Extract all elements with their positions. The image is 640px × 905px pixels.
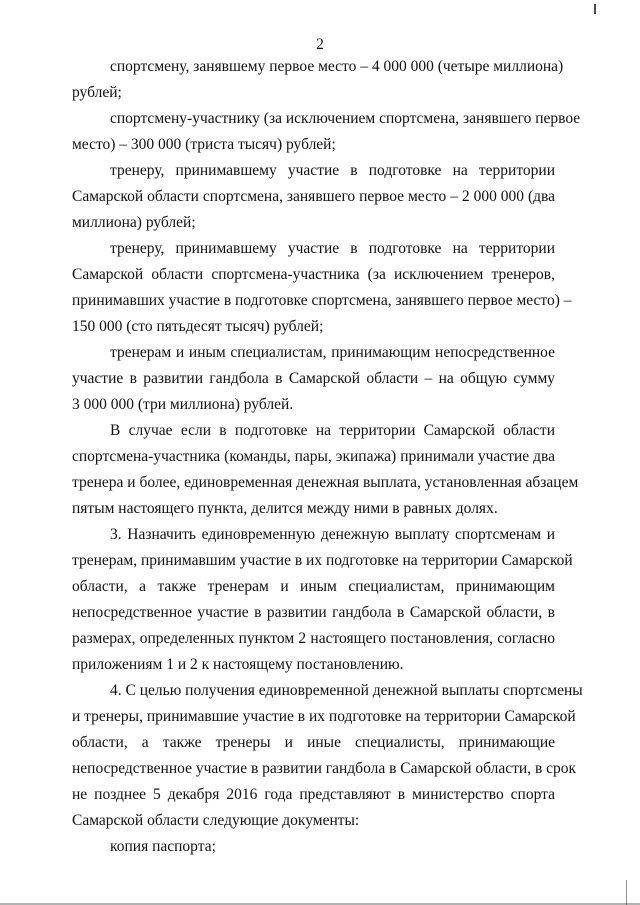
text-line: и тренеры, принимавшие участие в их подготовке на территории Самарской [72,708,576,725]
text-line: Самарской области спортсмена, занявшего первое место – 2 000 000 (два [72,188,555,205]
text-line: место) – 300 000 (триста тысяч) рублей; [72,136,336,153]
text-line: Самарской области следующие документы: [72,812,360,829]
text-line: тренерам и иным специалистам, принимающим непосредственное [110,344,555,361]
text-line: принимавших участие в подготовке спортсмена, занявшего первое место) – [72,292,572,309]
text-line: спортсмену-участнику (за исключением спортсмена, занявшего первое [110,110,581,127]
text-line: 3. Назначить единовременную денежную выплату спортсменам и [110,526,555,543]
scan-speck [594,4,596,14]
text-line: участие в развитии гандбола в Самарской области – на общую сумму [72,370,555,387]
text-line: тренерам, принимавшим участие в их подготовке на территории Самарской [72,552,573,569]
text-line: области, а также тренеры и иные специалисты, принимающие [72,734,555,751]
text-line: В случае если в подготовке на территории Самарской области [110,422,555,439]
text-line: Самарской области спортсмена-участника (за исключением тренеров, [72,266,555,283]
text-line: копия паспорта; [110,838,216,855]
text-line: области, а также тренерам и иным специалистам, принимающим [72,578,555,595]
text-line: спортсмену, занявшему первое место – 4 000 000 (четыре миллиона) [110,58,564,75]
text-line: тренера и более, единовременная денежная выплата, установленная абзацем [72,474,579,491]
text-line: приложениям 1 и 2 к настоящему постановлению. [72,656,404,673]
text-line: 3 000 000 (три миллиона) рублей. [72,396,294,413]
text-line: 4. С целью получения единовременной денежной выплаты спортсмены [110,682,583,699]
text-line: рублей; [72,84,122,101]
text-line: непосредственное участие в развитии гандбола в Самарской области, в срок [72,760,577,777]
text-line: пятым настоящего пункта, делится между ними в равных долях. [72,500,498,517]
text-line: тренеру, принимавшему участие в подготовке на территории [110,240,555,257]
scan-edge-line [626,880,627,905]
text-line: не позднее 5 декабря 2016 года представляют в министерство спорта [72,786,555,803]
text-line: спортсмена-участника (команды, пары, экипажа) принимали участие два [72,448,555,465]
text-line: тренеру, принимавшему участие в подготовке на территории [110,162,555,179]
text-line: 150 000 (сто пятьдесят тысяч) рублей; [72,318,324,335]
text-line: непосредственное участие в развитии гандбола в Самарской области, в [72,604,555,621]
text-line: миллиона) рублей; [72,214,196,231]
text-line: размерах, определенных пунктом 2 настоящего постановления, согласно [72,630,555,647]
page-number: 2 [316,36,324,53]
